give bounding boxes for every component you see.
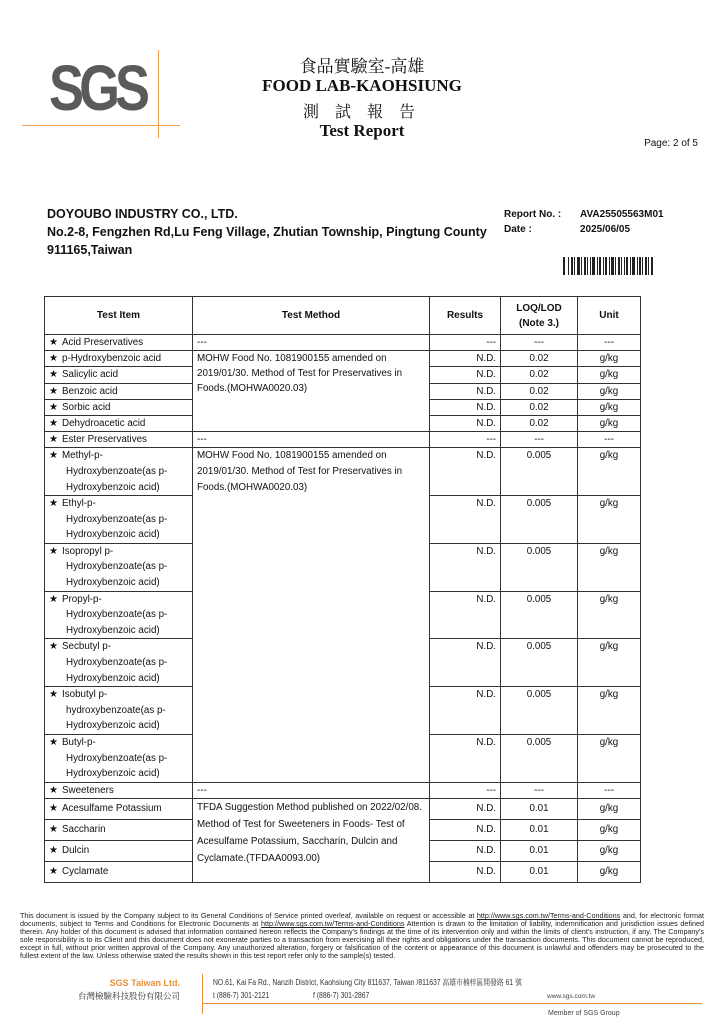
unit: g/kg xyxy=(578,591,641,639)
unit: g/kg xyxy=(578,367,641,383)
test-item: Isopropyl p- xyxy=(62,545,114,557)
footer-phone: t (886-7) 301-2121 xyxy=(213,991,270,1000)
star-icon: ★ xyxy=(49,417,58,429)
table-row: ★ Isobutyl p- hydroxybenzoate(as p- Hydroxybenzoic acid) N.D. 0.005 g/kg xyxy=(45,687,641,735)
table-row xyxy=(45,782,641,798)
client-name: DOYOUBO INDUSTRY CO., LTD. xyxy=(47,207,238,221)
result: N.D. xyxy=(430,415,501,431)
report-no-value: AVA25505563M01 xyxy=(580,209,664,220)
unit: g/kg xyxy=(578,496,641,544)
loq: --- xyxy=(501,432,578,448)
test-item: Saccharin xyxy=(62,824,106,836)
lab-name-en: FOOD LAB-KAOHSIUNG xyxy=(262,76,462,95)
lab-name-zh: 食品實驗室-高雄 xyxy=(299,57,425,76)
logo-text: SGS xyxy=(49,52,146,124)
star-icon: ★ xyxy=(49,353,58,365)
loq: 0.005 xyxy=(501,496,578,544)
test-item: Ester Preservatives xyxy=(62,434,147,446)
header-loq-lod: LOQ/LOD (Note 3.) xyxy=(501,297,578,335)
client-address-line2: 911165,Taiwan xyxy=(47,243,133,257)
test-item: p-Hydroxybenzoic acid xyxy=(62,353,162,365)
table-row xyxy=(45,351,641,367)
star-icon: ★ xyxy=(49,337,58,348)
test-item: Dulcin xyxy=(62,845,90,857)
test-method: --- xyxy=(193,782,430,798)
result: N.D. xyxy=(430,591,501,639)
table-row xyxy=(45,798,641,819)
unit: g/kg xyxy=(578,383,641,399)
loq: --- xyxy=(501,782,578,798)
test-method: MOHW Food No. 1081900155 amended on 2019/01/30. Method of Test for Preservatives in Foods.(MOHWA0020.03) xyxy=(193,448,430,782)
footer-divider-vertical xyxy=(202,974,203,1014)
unit: g/kg xyxy=(578,448,641,496)
loq: 0.01 xyxy=(501,798,578,819)
loq: 0.005 xyxy=(501,639,578,687)
table-row: ★ Butyl-p- Hydroxybenzoate(as p- Hydroxybenzoic acid) N.D. 0.005 g/kg xyxy=(45,735,641,783)
result: N.D. xyxy=(430,399,501,415)
result: N.D. xyxy=(430,687,501,735)
star-icon: ★ xyxy=(49,434,58,446)
unit: --- xyxy=(578,335,641,351)
loq: 0.01 xyxy=(501,861,578,882)
table-header-row xyxy=(45,297,641,335)
table-row: ★ Propyl-p- Hydroxybenzoate(as p- Hydroxybenzoic acid) N.D. 0.005 g/kg xyxy=(45,591,641,639)
result: N.D. xyxy=(430,861,501,882)
test-item: Secbutyl p- xyxy=(62,641,112,653)
result: --- xyxy=(430,335,501,351)
loq: 0.01 xyxy=(501,819,578,840)
table-row: ★ Ethyl-p- Hydroxybenzoate(as p- Hydroxybenzoic acid) N.D. 0.005 g/kg xyxy=(45,496,641,544)
test-item: Acesulfame Potassium xyxy=(62,803,162,815)
test-item: Propyl-p- xyxy=(62,593,102,605)
loq: --- xyxy=(501,335,578,351)
result: N.D. xyxy=(430,543,501,591)
test-item: Sorbic acid xyxy=(62,401,111,413)
star-icon: ★ xyxy=(49,545,58,557)
header-test-item: Test Item xyxy=(45,297,193,335)
star-icon: ★ xyxy=(49,641,58,653)
doc-type-en: Test Report xyxy=(319,121,405,140)
star-icon: ★ xyxy=(49,824,58,836)
star-icon: ★ xyxy=(49,866,58,878)
star-icon: ★ xyxy=(49,737,58,748)
report-no-label: Report No. : xyxy=(504,209,562,220)
loq: 0.02 xyxy=(501,415,578,431)
loq: 0.005 xyxy=(501,591,578,639)
star-icon: ★ xyxy=(49,784,58,796)
test-item: Methyl-p- xyxy=(62,450,103,462)
table-row: ★ Secbutyl p- Hydroxybenzoate(as p- Hydroxybenzoic acid) N.D. 0.005 g/kg xyxy=(45,639,641,687)
unit: --- xyxy=(578,782,641,798)
footer-address: NO.61, Kai Fa Rd., Nanzih District, Kaohsiung City 811637, Taiwan /811637 高雄市楠梓區開發路 61 號 xyxy=(213,978,522,987)
test-item: Acid Preservatives xyxy=(62,337,144,348)
test-item: Butyl-p- xyxy=(62,737,96,748)
result: N.D. xyxy=(430,448,501,496)
result: --- xyxy=(430,432,501,448)
doc-type-zh: 測 試 報 告 xyxy=(302,104,421,121)
loq: 0.02 xyxy=(501,351,578,367)
unit: g/kg xyxy=(578,415,641,431)
result: N.D. xyxy=(430,351,501,367)
footer-website[interactable]: www.sgs.com.tw xyxy=(547,993,596,1000)
loq: 0.005 xyxy=(501,687,578,735)
star-icon: ★ xyxy=(49,450,58,462)
table-row: ★ Isopropyl p- Hydroxybenzoate(as p- Hydroxybenzoic acid) N.D. 0.005 g/kg xyxy=(45,543,641,591)
terms-link-2[interactable]: http://www.sgs.com.tw/Terms-and-Conditions xyxy=(261,919,405,929)
test-item: Isobutyl p- xyxy=(62,689,108,701)
disclaimer: This document is issued by the Company subject to its General Conditions of Service printed overleaf, available on request or accessible at http://www.sgs.com.tw/Terms-and-Conditions and, for electronic format documents, subject to Terms and Conditions for Electronic Documents at http://www.sgs.com.tw/Terms-and-Conditions Attention is drawn to the limitation of liability, indemnification and jurisdiction issues defined therein. Any holder of this document is advised that information contained hereon reflects the Company's findings at the time of its intervention only and within the limits of client's instruction, if any. The Company's sole responsibility is to its Client and this document does not exonerate parties to a transaction from exercising all their rights and obligations under the transaction documents. This document cannot be reproduced, except in full, without prior written approval of the Company. Any unauthorized alteration, forgery or falsification of the content or appearance of this document is unlawful and offenders may be prosecuted to the fullest extent of the law. Unless otherwise stated the results shown in this test report refer only to the sample(s) tested. xyxy=(20,911,705,961)
unit: g/kg xyxy=(578,687,641,735)
client-address-line1: No.2-8, Fengzhen Rd,Lu Feng Village, Zhutian Township, Pingtung County xyxy=(47,225,487,239)
table-row: ★ Methyl-p- Hydroxybenzoate(as p- Hydroxybenzoic acid) MOHW Food No. 1081900155 amended on 2019/01/30. Method of Test for Preservatives in Foods.(MOHWA0020.03) N.D. 0.005 g/kg xyxy=(45,448,641,496)
header-results: Results xyxy=(430,297,501,335)
results-table xyxy=(44,296,641,883)
unit: g/kg xyxy=(578,735,641,783)
result: N.D. xyxy=(430,819,501,840)
result: N.D. xyxy=(430,496,501,544)
unit: g/kg xyxy=(578,351,641,367)
terms-link-1[interactable]: http://www.sgs.com.tw/Terms-and-Conditions xyxy=(476,911,621,920)
star-icon: ★ xyxy=(49,498,58,510)
unit: --- xyxy=(578,432,641,448)
loq: 0.005 xyxy=(501,543,578,591)
loq: 0.005 xyxy=(501,448,578,496)
loq: 0.02 xyxy=(501,399,578,415)
result: N.D. xyxy=(430,840,501,861)
footer-company-en: SGS Taiwan Ltd. xyxy=(109,978,180,988)
star-icon: ★ xyxy=(49,689,58,701)
unit: g/kg xyxy=(578,819,641,840)
result: N.D. xyxy=(430,367,501,383)
unit: g/kg xyxy=(578,639,641,687)
footer-member: Member of SGS Group xyxy=(548,1010,620,1017)
test-item: Dehydroacetic acid xyxy=(62,417,146,429)
star-icon: ★ xyxy=(49,401,58,413)
star-icon: ★ xyxy=(49,593,58,605)
loq: 0.005 xyxy=(501,735,578,783)
unit: g/kg xyxy=(578,543,641,591)
unit: g/kg xyxy=(578,861,641,882)
test-item: Salicylic acid xyxy=(62,369,119,381)
header-unit: Unit xyxy=(578,297,641,335)
test-item: Ethyl-p- xyxy=(62,498,96,510)
test-item: Sweeteners xyxy=(62,784,114,796)
result: N.D. xyxy=(430,798,501,819)
test-method: MOHW Food No. 1081900155 amended on 2019/01/30. Method of Test for Preservatives in Foods.(MOHWA0020.03) xyxy=(193,351,430,432)
unit: g/kg xyxy=(578,399,641,415)
loq: 0.01 xyxy=(501,840,578,861)
result: N.D. xyxy=(430,383,501,399)
client-block xyxy=(47,205,487,259)
table-row xyxy=(45,432,641,448)
star-icon: ★ xyxy=(49,369,58,381)
footer-divider-horizontal xyxy=(202,1003,702,1004)
test-method: --- xyxy=(193,335,430,351)
result: N.D. xyxy=(430,639,501,687)
unit: g/kg xyxy=(578,840,641,861)
report-meta xyxy=(504,207,664,237)
loq: 0.02 xyxy=(501,383,578,399)
star-icon: ★ xyxy=(49,385,58,397)
page-number: Page: 2 of 5 xyxy=(644,138,698,149)
date-value: 2025/06/05 xyxy=(580,224,631,235)
test-item: Benzoic acid xyxy=(62,385,118,397)
test-method: --- xyxy=(193,432,430,448)
test-method: TFDA Suggestion Method published on 2022/02/08. Method of Test for Sweeteners in Foods- Test of Acesulfame Potassium, Saccharin, Dulcin and Cyclamate.(TFDAA0093.00) xyxy=(193,798,430,882)
loq: 0.02 xyxy=(501,367,578,383)
table-row xyxy=(45,335,641,351)
footer-company-zh: 台灣檢驗科技股份有限公司 xyxy=(77,991,180,1001)
result: --- xyxy=(430,782,501,798)
unit: g/kg xyxy=(578,798,641,819)
test-item: Cyclamate xyxy=(62,866,109,878)
star-icon: ★ xyxy=(49,803,58,815)
barcode xyxy=(563,257,676,275)
header-test-method: Test Method xyxy=(193,297,430,335)
result: N.D. xyxy=(430,735,501,783)
star-icon: ★ xyxy=(49,845,58,857)
footer-fax: f (886-7) 301-2867 xyxy=(313,991,370,1000)
date-label: Date : xyxy=(504,224,532,235)
